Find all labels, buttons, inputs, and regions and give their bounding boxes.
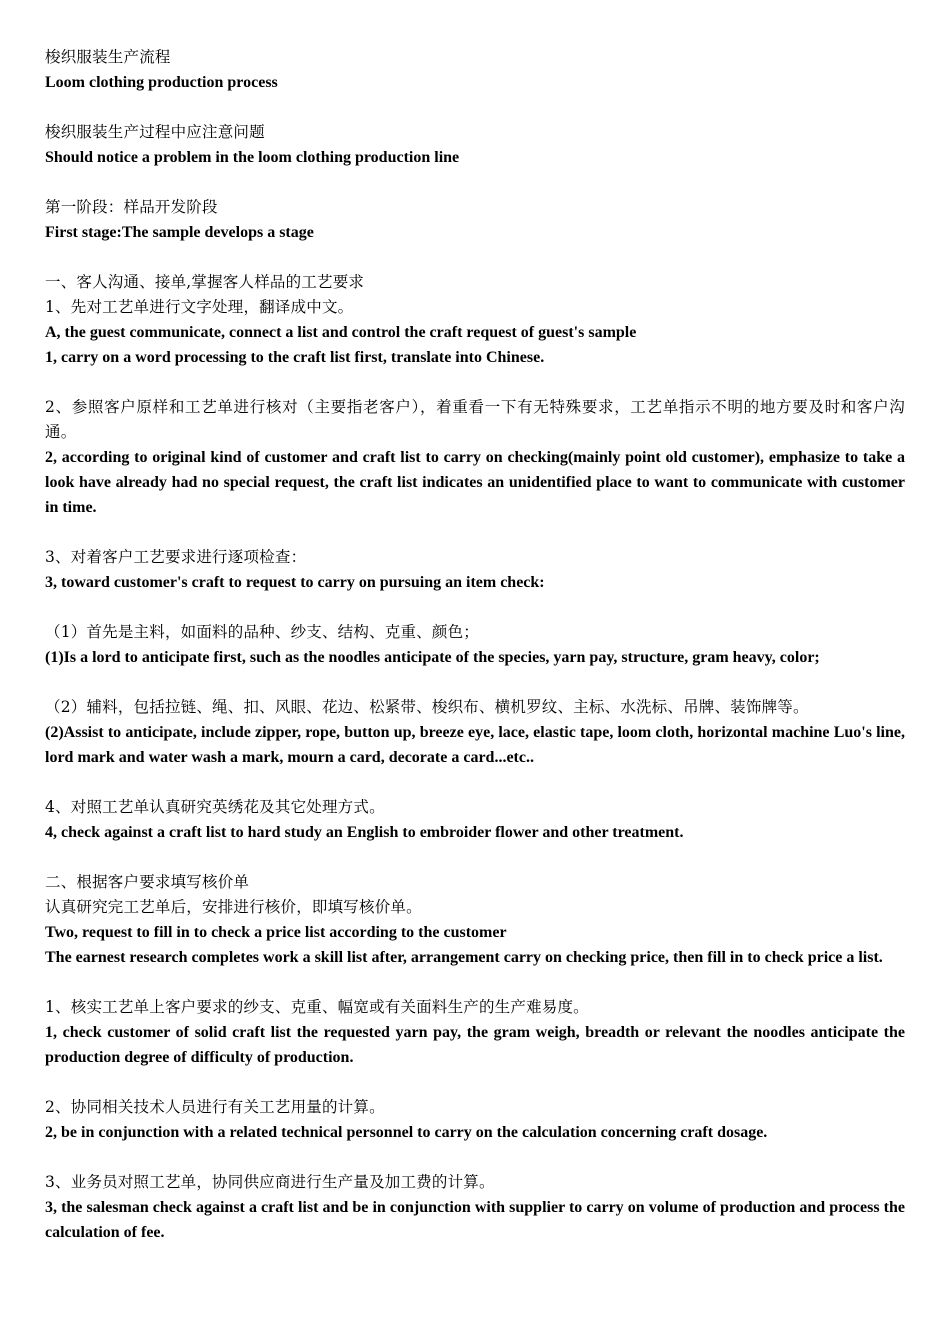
spacer [45, 845, 905, 870]
section-two-heading-english: Two, request to fill in to check a price list according to the customer [45, 924, 507, 941]
spacer [45, 1070, 905, 1095]
section-one-item1-english: 1, carry on a word processing to the craft list first, translate into Chinese. [45, 349, 545, 366]
section-one-item4-english: 4, check against a craft list to hard study an English to embroider flower and other treatment. [45, 824, 684, 841]
section-two-item2-chinese: 2、协同相关技术人员进行有关工艺用量的计算。 [45, 1098, 385, 1116]
section-two-heading-chinese: 二、根据客户要求填写核价单 [45, 873, 250, 891]
spacer [45, 170, 905, 195]
section-two-item3-chinese: 3、业务员对照工艺单，协同供应商进行生产量及加工费的计算。 [45, 1173, 495, 1191]
title-chinese: 梭织服装生产流程 [45, 48, 171, 66]
spacer [45, 245, 905, 270]
section-one-item1-chinese: 1、先对工艺单进行文字处理，翻译成中文。 [45, 298, 354, 316]
spacer [45, 770, 905, 795]
spacer [45, 95, 905, 120]
section-one-item2-english: 2, according to original kind of customer and craft list to carry on checking(mainly point old customer), emphasize to take a look have already had no special request, the craft list indicates an unidentified place to want to communicate with customer in time. [45, 449, 905, 516]
notice-heading-chinese: 梭织服装生产过程中应注意问题 [45, 123, 265, 141]
section-two-item1-english: 1, check customer of solid craft list the requested yarn pay, the gram weigh, breadth or relevant the noodles anticipate the production degree of difficulty of production. [45, 1024, 905, 1066]
section-one-heading-chinese: 一、客人沟通、接单,掌握客人样品的工艺要求 [45, 273, 365, 291]
spacer [45, 595, 905, 620]
spacer [45, 370, 905, 395]
spacer [45, 970, 905, 995]
section-one-sub2-chinese: （2）辅料，包括拉链、绳、扣、风眼、花边、松紧带、梭织布、横机罗纹、主标、水洗标、吊牌、装饰牌等。 [45, 698, 809, 716]
section-one-heading-english: A, the guest communicate, connect a list and control the craft request of guest's sample [45, 324, 637, 341]
section-one-item2-chinese: 2、参照客户原样和工艺单进行核对（主要指老客户），着重看一下有无特殊要求，工艺单指示不明的地方要及时和客户沟通。 [45, 398, 905, 441]
section-one-item3-english: 3, toward customer's craft to request to carry on pursuing an item check: [45, 574, 545, 591]
section-one-sub1-english: (1)Is a lord to anticipate first, such as the noodles anticipate of the species, yarn pay, structure, gram heavy, color; [45, 649, 820, 666]
document-page [45, 45, 905, 1245]
spacer [45, 670, 905, 695]
spacer [45, 520, 905, 545]
section-two-item2-english: 2, be in conjunction with a related technical personnel to carry on the calculation concerning craft dosage. [45, 1124, 768, 1141]
title-english: Loom clothing production process [45, 74, 278, 91]
stage-heading-chinese: 第一阶段：样品开发阶段 [45, 198, 218, 216]
section-one-item3-chinese: 3、对着客户工艺要求进行逐项检查： [45, 548, 307, 566]
section-two-intro-english: The earnest research completes work a skill list after, arrangement carry on checking price, then fill in to check price a list. [45, 949, 883, 966]
section-two-intro-chinese: 认真研究完工艺单后，安排进行核价，即填写核价单。 [45, 898, 422, 916]
notice-heading-english: Should notice a problem in the loom clothing production line [45, 149, 460, 166]
spacer [45, 1145, 905, 1170]
section-one-sub2-english: (2)Assist to anticipate, include zipper, rope, button up, breeze eye, lace, elastic tape, loom cloth, horizontal machine Luo's line, lord mark and water wash a mark, mourn a card, decorate a card...etc.. [45, 724, 905, 766]
section-two-item1-chinese: 1、核实工艺单上客户要求的纱支、克重、幅宽或有关面料生产的生产难易度。 [45, 998, 589, 1016]
stage-heading-english: First stage:The sample develops a stage [45, 224, 314, 241]
section-one-item4-chinese: 4、对照工艺单认真研究英绣花及其它处理方式。 [45, 798, 385, 816]
section-one-sub1-chinese: （1）首先是主料，如面料的品种、纱支、结构、克重、颜色； [45, 623, 479, 641]
section-two-item3-english: 3, the salesman check against a craft list and be in conjunction with supplier to carry on volume of production and process the calculation of fee. [45, 1199, 905, 1241]
